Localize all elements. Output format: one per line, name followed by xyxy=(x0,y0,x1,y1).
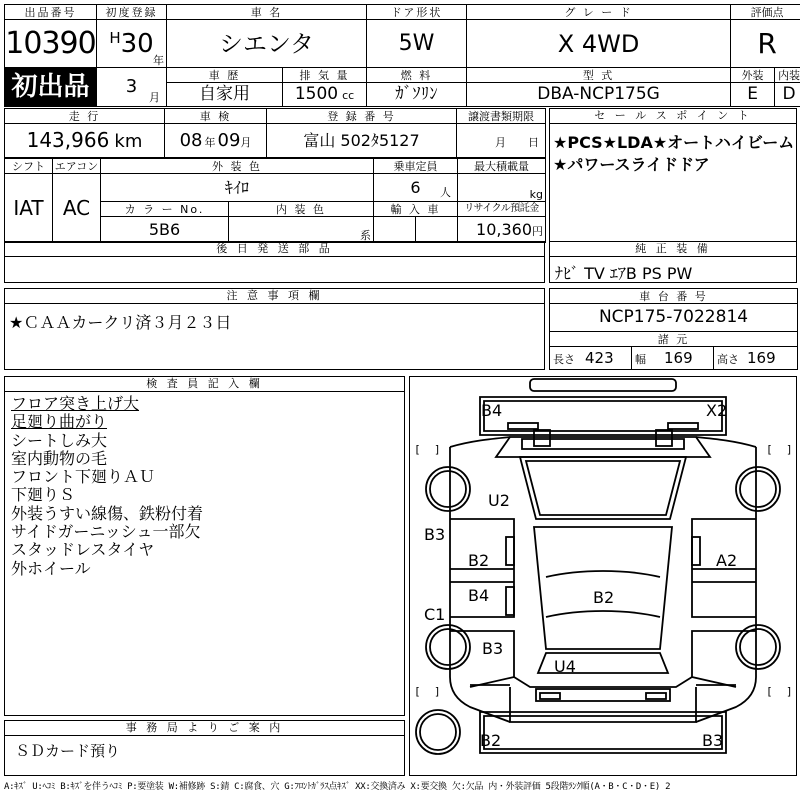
first-reg-month: 3 月 xyxy=(97,68,167,107)
mark-roof: B2 xyxy=(593,588,615,607)
interior-grade: D xyxy=(775,83,800,107)
office-text: ＳＤカード預り xyxy=(15,742,121,760)
ac-label: エアコン xyxy=(53,159,101,174)
door-label: ドア形状 xyxy=(367,5,467,20)
model: DBA-NCP175G xyxy=(467,83,731,107)
inspection-label: 車 検 xyxy=(165,109,267,124)
equipment-box xyxy=(549,241,797,283)
car-outline xyxy=(410,377,796,775)
svg-text:[: [ xyxy=(766,685,773,698)
office-box xyxy=(4,720,405,776)
notes-box xyxy=(4,288,545,370)
color-no: 5B6 xyxy=(101,217,229,243)
grade: X 4WD xyxy=(467,20,731,68)
year-unit: 年 xyxy=(153,54,165,67)
mark-right-door: A2 xyxy=(716,551,738,570)
car-name: シエンタ xyxy=(167,20,367,68)
selling-points-box xyxy=(549,108,797,257)
mark-left-fender: B3 xyxy=(424,525,446,544)
inspector-line: スタッドレスタイヤ xyxy=(11,540,155,560)
inspector-line: 外装うすい線傷、鉄粉付着 xyxy=(11,503,204,523)
car-name-label: 車 名 xyxy=(167,5,367,20)
parts-label: 後 日 発 送 部 品 xyxy=(5,242,544,257)
mark-left-sill: C1 xyxy=(424,605,446,624)
svg-text:]: ] xyxy=(434,685,441,698)
shift: IAT xyxy=(5,174,53,243)
inspector-line: サイドガーニッシュ一部欠 xyxy=(11,522,201,542)
selling-points-label: セ ー ル ス ポ イ ン ト xyxy=(550,109,796,124)
history: 自家用 xyxy=(167,83,283,107)
inspection-date: 08 年 09月 xyxy=(165,124,267,158)
lot-number-label: 出品番号 xyxy=(5,5,97,20)
max-load: kg xyxy=(458,174,546,202)
mileage: 143,966 km xyxy=(5,124,165,158)
header-table xyxy=(4,4,800,107)
mark-left-front-door: U2 xyxy=(488,491,510,510)
inspector-line: 室内動物の毛 xyxy=(11,448,108,468)
notes-label: 注 意 事 項 欄 xyxy=(5,289,544,304)
transfer-label: 譲渡書類期限 xyxy=(457,109,546,124)
mark-left-front-panel: B2 xyxy=(468,551,490,570)
history-label: 車 歴 xyxy=(167,68,283,83)
mileage-label: 走 行 xyxy=(5,109,165,124)
score-label: 評価点 xyxy=(731,5,800,20)
damage-diagram xyxy=(409,376,797,776)
width: 幅 169 xyxy=(632,347,714,370)
svg-text:]: ] xyxy=(786,685,793,698)
inspector-line: 足廻り曲がり xyxy=(11,412,108,432)
era: H xyxy=(109,28,121,47)
displacement: 1500 cc xyxy=(283,83,367,107)
svg-text:[: [ xyxy=(414,443,421,456)
mark-rear-left-bumper: B2 xyxy=(480,731,502,750)
spec-table xyxy=(4,158,546,243)
svg-text:]: ] xyxy=(434,443,441,456)
first-listing-badge: 初出品 xyxy=(5,68,97,107)
score: R xyxy=(731,20,800,68)
selling-point-2: ★パワースライドドア xyxy=(553,155,710,174)
fuel-label: 燃 料 xyxy=(367,68,467,83)
fuel: ｶﾞｿﾘﾝ xyxy=(367,83,467,107)
inspector-line: フロント下廻りＡＵ xyxy=(11,467,156,487)
mark-front-right-top: X2 xyxy=(706,401,728,420)
mark-left-rear-door: B4 xyxy=(468,586,490,605)
import-cell-1 xyxy=(374,217,416,243)
inspector-line: 外ホイール xyxy=(11,558,91,578)
inspector-line: フロア突き上げ大 xyxy=(11,394,140,413)
ext-color: ｷｲﾛ xyxy=(101,174,374,202)
door-type: 5W xyxy=(367,20,467,68)
selling-point-1: ★PCS★LDA★オートハイビーム xyxy=(553,133,795,152)
int-color: 系 xyxy=(229,217,374,243)
plate-label: 登 録 番 号 xyxy=(267,109,457,124)
import-label: 輸 入 車 xyxy=(374,202,458,217)
mark-left-quarter: B3 xyxy=(482,639,504,658)
ac: AC xyxy=(53,174,101,243)
plate-number: 富山 502ﾀ5127 xyxy=(267,124,457,158)
capacity: 6 人 xyxy=(374,174,458,202)
grade-label: グ レ ー ド xyxy=(467,5,731,20)
recycle: 10,360円 xyxy=(458,217,546,243)
svg-text:]: ] xyxy=(786,443,793,456)
chassis-label: 車 台 番 号 xyxy=(550,289,798,304)
mark-rear-right-bumper: B3 xyxy=(702,731,724,750)
mileage-table xyxy=(4,108,546,158)
first-reg-year xyxy=(97,20,167,68)
inspector-label: 検 査 員 記 入 欄 xyxy=(5,377,404,392)
dims-label: 諸 元 xyxy=(550,332,798,347)
height: 高さ 169 xyxy=(714,347,798,370)
length: 長さ 423 xyxy=(550,347,632,370)
model-label: 型 式 xyxy=(467,68,731,83)
svg-text:[: [ xyxy=(414,685,421,698)
chassis-table xyxy=(549,288,798,370)
equipment: ﾅﾋﾞ TV ｴｱB PS PW xyxy=(555,264,693,283)
interior-label: 内装 xyxy=(775,68,800,83)
svg-text:[: [ xyxy=(766,443,773,456)
inspector-line: シートしみ大 xyxy=(11,430,108,450)
shift-label: シフト xyxy=(5,159,53,174)
legend: A:ｷｽﾞ U:ﾍｺﾐ B:ｷｽﾞを伴うﾍｺﾐ P:要塗装 W:補修跡 S:錆 C:腐食、穴 G:ﾌﾛﾝﾄｶﾞﾗｽ点ｷｽﾞ XX:交換済み X:要交換 欠:欠品 内・外装評価 5段階ﾗﾝｸ順(A・B・C・D・E) 2 xyxy=(4,782,671,792)
equipment-label: 純 正 装 備 xyxy=(550,242,796,257)
office-label: 事 務 局 よ り ご 案 内 xyxy=(5,721,404,736)
exterior-grade: E xyxy=(731,83,775,107)
transfer-deadline: 月 日 xyxy=(457,124,546,158)
mark-rear-panel: U4 xyxy=(554,657,576,676)
max-load-label: 最大積載量 xyxy=(458,159,546,174)
ext-color-label: 外 装 色 xyxy=(101,159,374,174)
notes-text: ★ＣＡＡカークリ済３月２３日 xyxy=(9,313,232,332)
first-reg-label: 初度登録 xyxy=(97,5,167,20)
capacity-label: 乗車定員 xyxy=(374,159,458,174)
exterior-label: 外装 xyxy=(731,68,775,83)
color-no-label: カ ラ ー No. xyxy=(101,202,229,217)
year: 30 xyxy=(120,28,154,59)
displacement-label: 排 気 量 xyxy=(283,68,367,83)
mark-front-left-top: B4 xyxy=(481,401,503,420)
recycle-label: リサイクル預託金 xyxy=(458,202,546,217)
lot-number: 10390 xyxy=(5,20,97,68)
inspector-lines xyxy=(11,395,203,578)
parts-box xyxy=(4,241,545,283)
chassis-number: NCP175-7022814 xyxy=(550,304,798,332)
int-color-label: 内 装 色 xyxy=(229,202,374,217)
inspector-line: 下廻りＳ xyxy=(11,485,76,505)
inspector-box xyxy=(4,376,405,716)
import-cell-2 xyxy=(416,217,458,243)
